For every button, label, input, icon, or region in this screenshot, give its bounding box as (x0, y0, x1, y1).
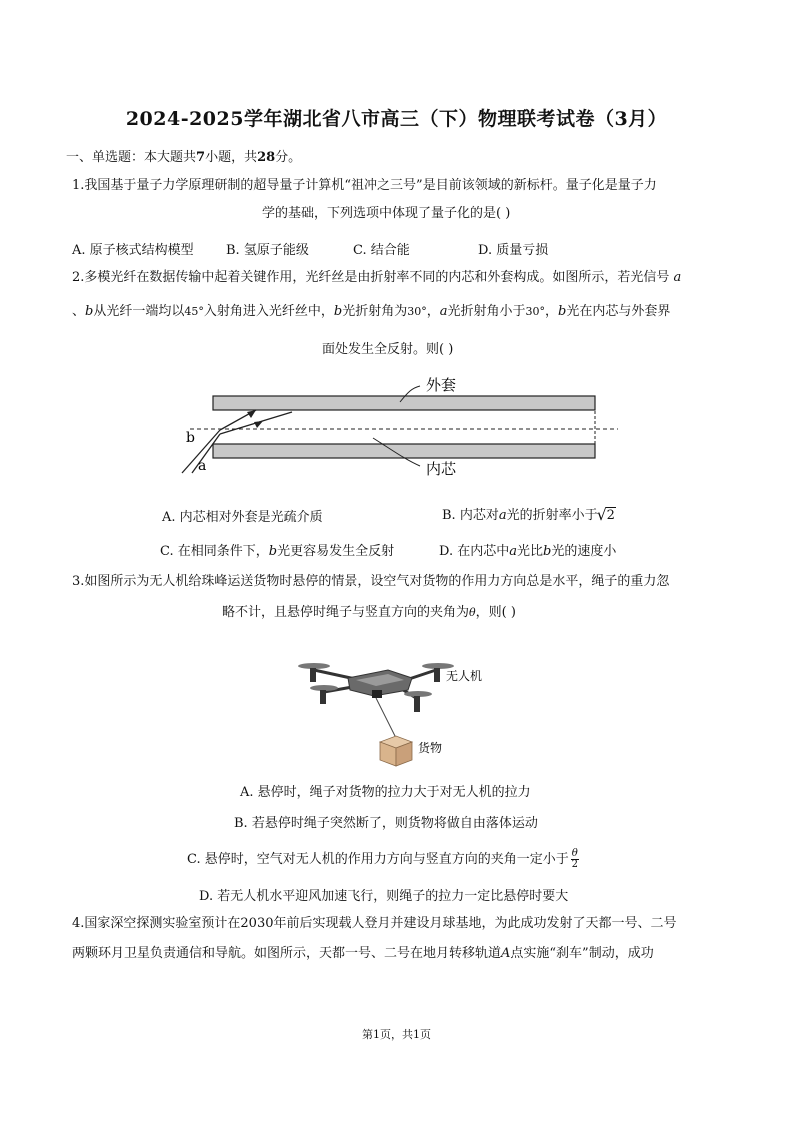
q3-frac-den: 2 (571, 859, 578, 870)
q2-l2-t3: 光折射角为 (342, 304, 408, 319)
q2-var-b2: b (333, 304, 343, 319)
q1-option-d[interactable]: D. 质量亏损 (478, 243, 549, 258)
q2-l2-t6: ， (545, 304, 559, 319)
page-footer: 第1页，共1页 (362, 1028, 431, 1041)
q2-angle-30b: 30° (525, 305, 546, 318)
q1-option-a[interactable]: A. 原子核式结构模型 (72, 243, 194, 258)
q2-option-d[interactable] (439, 540, 616, 559)
q2-angle-30a: 30° (407, 305, 427, 318)
q1-line1: 1.我国基于量子力学原理研制的超导量子计算机“祖冲之三号”是目前该领域的新标杆。量子化是量子力 (72, 178, 657, 193)
section-count: 7 (196, 150, 206, 165)
drone-figure (296, 640, 496, 770)
q3-line1: 3.如图所示为无人机给珠峰运送货物时悬停的情景，设空气对货物的作用力方向总是水平，绳子的重力忽 (72, 574, 670, 589)
q2-option-b[interactable] (442, 504, 616, 523)
drone-icon (298, 663, 454, 712)
q4-line2 (72, 944, 654, 964)
q3-theta: θ (469, 606, 476, 619)
optical-fiber-figure (170, 372, 630, 484)
q2-optb-post: 光的折射率小于 (506, 508, 598, 523)
label-ray-b: b (186, 430, 195, 446)
q2-optd-mid: 光比 (517, 544, 544, 559)
q1-option-b[interactable]: B. 氢原子能级 (226, 243, 309, 258)
q2-optd-var1: a (509, 544, 517, 559)
section-suffix: 分。 (275, 150, 302, 165)
q2-optc-pre: C. 在相同条件下， (160, 544, 269, 559)
sqrt-symbol (598, 508, 616, 523)
q2-line3: 面处发生全反射。则( ) (322, 342, 454, 357)
page-title: 2024-2025学年湖北省八市高三（下）物理联考试卷（3月） (125, 108, 668, 130)
q2-var-b3: b (558, 304, 567, 319)
section-prefix: 一、单选题：本大题共 (66, 150, 197, 165)
q2-l2-pre: 、 (72, 304, 86, 319)
q4-var-a: A (501, 946, 511, 961)
cargo-box-icon (380, 736, 412, 766)
label-drone: 无人机 (446, 669, 483, 683)
q3-frac-num: θ (571, 848, 578, 859)
q2-optb-pre: B. 内芯对 (442, 508, 499, 523)
q4-line1: 4.国家深空探测实验室预计在2030年前后实现载人登月并建设月球基地，为此成功发射了天都一号、二号 (72, 916, 677, 931)
q2-l2-t4: ， (426, 304, 440, 319)
q2-var-b: b (85, 304, 94, 319)
q2-l2-t5: 光折射角小于 (447, 304, 526, 319)
q3-option-c[interactable] (187, 848, 579, 870)
q2-angle-45: 45° (184, 305, 204, 318)
q1-option-c[interactable]: C. 结合能 (353, 243, 410, 258)
label-ray-a: a (198, 458, 207, 474)
q3-l2-post: ，则( ) (475, 605, 516, 620)
q2-line2 (72, 302, 670, 322)
q2-line1 (72, 268, 681, 288)
q4-l2-pre: 两颗环月卫星负责通信和导航。如图所示，天都一号、二号在地月转移轨道 (72, 946, 502, 961)
q2-optd-pre: D. 在内芯中 (439, 544, 510, 559)
q3-line2 (222, 603, 516, 623)
ray-a-arrow (247, 410, 256, 418)
label-cargo: 货物 (418, 741, 443, 755)
q3-fraction (571, 849, 579, 870)
q1-line2: 学的基础，下列选项中体现了量子化的是( ) (262, 206, 511, 221)
q2-l2-t2: 入射角进入光纤丝中， (203, 304, 334, 319)
q2-optb-var: a (498, 508, 507, 523)
q2-var-a2: a (439, 304, 448, 319)
q2-line1-text: 2.多模光纤在数据传输中起着关键作用，光纤丝是由折射率不同的内芯和外套构成。如图所示，若光信号 (72, 270, 670, 285)
label-inner: 内芯 (426, 460, 457, 478)
section-header (66, 146, 301, 165)
q3-option-b[interactable]: B. 若悬停时绳子突然断了，则货物将做自由落体运动 (234, 816, 538, 831)
section-mid: 小题，共 (205, 150, 258, 165)
q3-option-a[interactable]: A. 悬停时，绳子对货物的拉力大于对无人机的拉力 (240, 785, 531, 800)
q2-option-c[interactable] (160, 540, 394, 559)
q4-l2-post: 点实施“刹车”制动，成功 (510, 946, 654, 961)
q2-optd-var2: b (543, 544, 552, 559)
label-outer: 外套 (426, 376, 457, 394)
q3-optc-pre: C. 悬停时，空气对无人机的作用力方向与竖直方向的夹角一定小于 (187, 852, 569, 867)
fiber-outer-top (213, 396, 595, 410)
q2-var-a: a (673, 270, 682, 285)
section-score: 28 (257, 150, 276, 165)
q2-optc-var: b (268, 544, 278, 559)
q2-optd-post: 光的速度小 (551, 544, 617, 559)
q3-option-d[interactable]: D. 若无人机水平迎风加速飞行，则绳子的拉力一定比悬停时要大 (199, 889, 569, 904)
q2-l2-t1: 从光纤一端均以 (93, 304, 185, 319)
ray-b-arrow (254, 421, 263, 428)
q2-optc-post: 光更容易发生全反射 (277, 544, 395, 559)
q3-l2-pre: 略不计，且悬停时绳子与竖直方向的夹角为 (222, 605, 470, 620)
q2-l2-t7: 光在内芯与外套界 (566, 304, 671, 319)
rope (376, 698, 396, 738)
fiber-outer-bottom (213, 444, 595, 458)
q2-option-a[interactable]: A. 内芯相对外套是光疏介质 (162, 510, 323, 525)
q2-optb-radicand: 2 (606, 508, 615, 523)
